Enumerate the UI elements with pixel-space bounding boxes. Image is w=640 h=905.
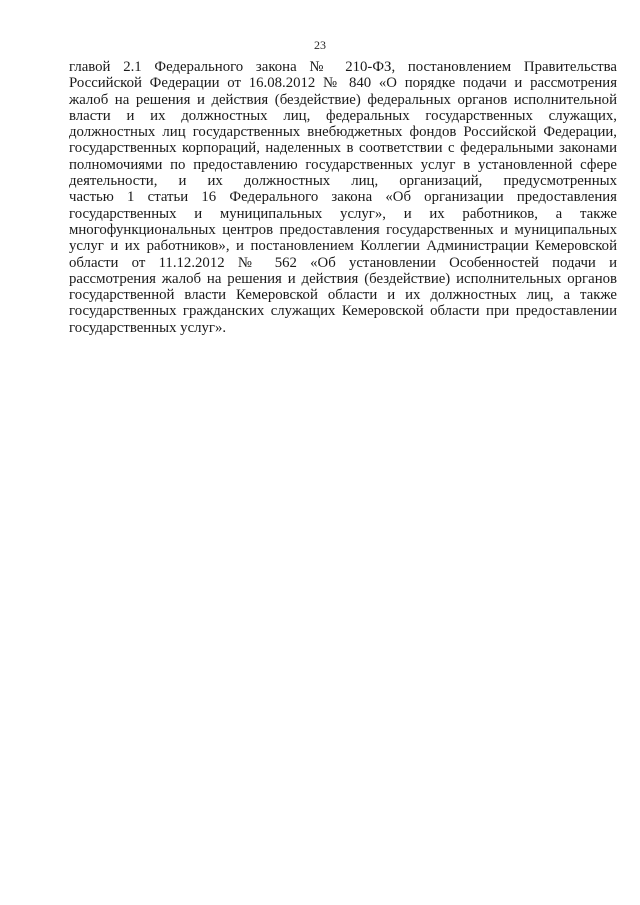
text-line: главой 2.1 Федерального закона № 210-ФЗ, постановлением Правительства: [69, 59, 617, 75]
text-line: государственных корпораций, наделенных в соответствии с федеральными законами: [69, 140, 617, 157]
text-line: государственных и муниципальных услуг», и их работников, а также: [69, 205, 617, 222]
text-line: деятельности, и их должностных лиц, организаций, предусмотренных: [69, 173, 617, 190]
text-line: жалоб на решения и действия (бездействие) федеральных органов исполнительной: [69, 91, 617, 108]
text-line: области от 11.12.2012 № 562 «Об установлении Особенностей подачи и: [69, 254, 617, 271]
text-line: услуг и их работников», и постановлением Коллегии Администрации Кемеровской: [69, 238, 617, 255]
text-line: частью 1 статьи 16 Федерального закона «Об организации предоставления: [69, 189, 617, 206]
text-line-last: государственных услуг».: [69, 319, 227, 336]
text-line: Российской Федерации от 16.08.2012 № 840 «О порядке подачи и рассмотрения: [69, 75, 617, 92]
text-line: должностных лиц государственных внебюджетных фондов Российской Федерации,: [69, 124, 617, 141]
text-line: государственных гражданских служащих Кемеровской области при предоставлении: [69, 303, 617, 320]
page-number: 23: [314, 38, 326, 52]
text-line: многофункциональных центров предоставления государственных и муниципальных: [69, 221, 617, 238]
body-paragraph: [69, 59, 617, 336]
text-line: власти и их должностных лиц, федеральных государственных служащих,: [69, 107, 617, 124]
text-line: полномочиями по предоставлению государственных услуг в установленной сфере: [69, 156, 617, 173]
text-line: государственной власти Кемеровской области и их должностных лиц, а также: [69, 287, 617, 304]
text-line: рассмотрения жалоб на решения и действия (бездействие) исполнительных органов: [69, 270, 617, 287]
